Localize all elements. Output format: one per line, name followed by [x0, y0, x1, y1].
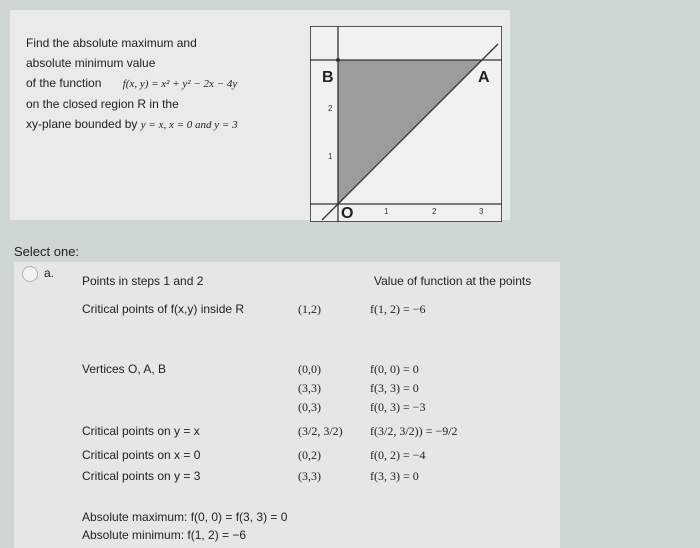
option-a-card[interactable]	[14, 262, 560, 548]
row-point: (3,3)	[298, 469, 321, 483]
row-label: Vertices O, A, B	[82, 362, 167, 376]
row-value: f(3, 3) = 0	[370, 469, 419, 483]
region-graph-svg	[310, 26, 502, 222]
row-label: Critical points on y = x	[82, 424, 200, 438]
x-tick-2: 2	[432, 207, 437, 216]
row-value: f(3/2, 3/2)) = −9/2	[370, 424, 458, 438]
steps-header: Points in steps 1 and 2	[82, 274, 204, 288]
row-value: f(0, 3) = −3	[370, 400, 426, 414]
absolute-maximum: Absolute maximum: f(0, 0) = f(3, 3) = 0	[82, 510, 288, 524]
question-line-3	[26, 76, 237, 92]
row-point: (3,3)	[298, 381, 321, 395]
row-point: (0,0)	[298, 362, 321, 376]
row-value: f(3, 3) = 0	[370, 381, 419, 395]
row-value: f(0, 0) = 0	[370, 362, 419, 376]
row-point: (0,3)	[298, 400, 321, 414]
question-line-5	[26, 117, 238, 133]
row-value: f(0, 2) = −4	[370, 448, 426, 462]
select-one-label: Select one:	[14, 244, 80, 259]
vertex-b-dot	[336, 58, 340, 62]
question-line-2: absolute minimum value	[26, 56, 156, 70]
row-point: (0,2)	[298, 448, 321, 462]
region-graph	[310, 26, 502, 222]
row-point: (1,2)	[298, 302, 321, 316]
row-value: f(1, 2) = −6	[370, 302, 426, 316]
x-tick-3: 3	[479, 207, 484, 216]
label-o: O	[341, 205, 354, 222]
value-header: Value of function at the points	[374, 274, 532, 288]
row-label: Critical points on x = 0	[82, 448, 201, 462]
question-line-1: Find the absolute maximum and	[26, 36, 197, 50]
label-b: B	[322, 69, 334, 86]
question-card	[10, 10, 510, 220]
label-a: A	[478, 69, 490, 86]
row-point: (3/2, 3/2)	[298, 424, 343, 438]
region-bounds: y = x, x = 0 and y = 3	[140, 119, 238, 131]
question-line-5-prefix: xy-plane bounded by	[26, 117, 138, 131]
y-tick-2: 2	[328, 104, 333, 113]
x-tick-1: 1	[384, 207, 389, 216]
option-a-letter: a.	[44, 266, 55, 280]
row-label: Critical points of f(x,y) inside R	[82, 302, 245, 316]
question-line-4: on the closed region R in the	[26, 97, 179, 111]
function-expression: f(x, y) = x² + y² − 2x − 4y	[122, 78, 238, 90]
question-line-3-prefix: of the function	[26, 76, 102, 90]
option-a-radio[interactable]	[22, 266, 38, 282]
row-label: Critical points on y = 3	[82, 469, 201, 483]
y-tick-1: 1	[328, 152, 333, 161]
absolute-minimum: Absolute minimum: f(1, 2) = −6	[82, 528, 247, 542]
